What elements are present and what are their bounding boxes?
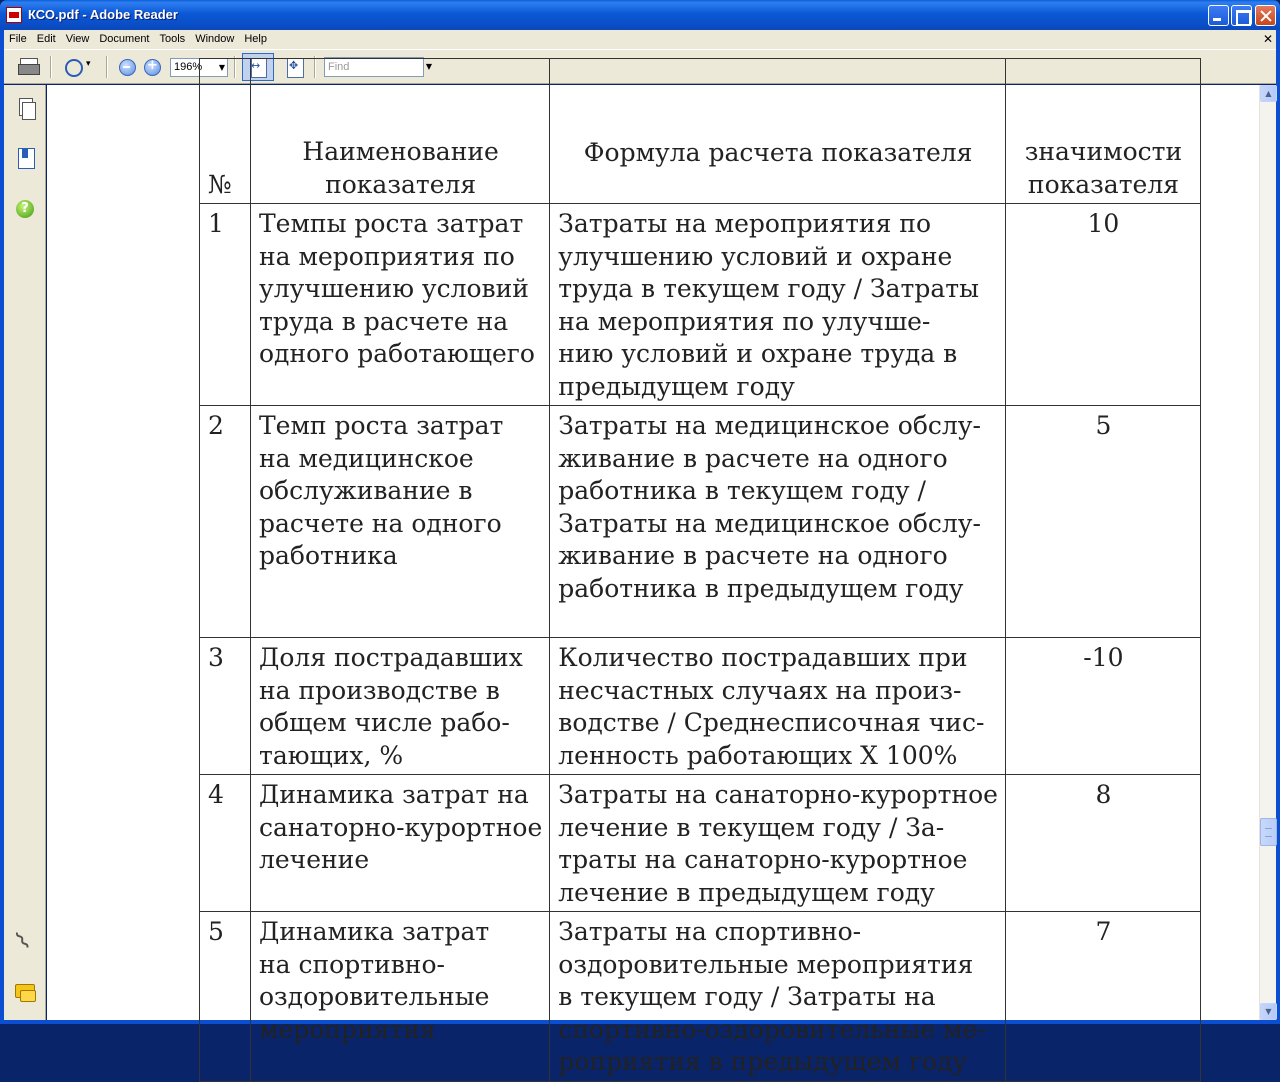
indicator-name: Динамика затрат на спортивно- оздоровительные мероприятия xyxy=(251,912,550,1082)
indicator-weight: -10 xyxy=(1005,638,1200,775)
menu-window[interactable]: Window xyxy=(195,33,235,45)
indicator-name: Темпы роста затрат на мероприятия по улучшению условий труда в расчете на одного работающего xyxy=(251,204,550,406)
pages-icon[interactable] xyxy=(15,98,35,120)
maximize-button[interactable] xyxy=(1231,5,1252,26)
bookmarks-icon[interactable] xyxy=(15,148,35,170)
table-row xyxy=(200,406,1201,638)
close-document-icon[interactable]: ✕ xyxy=(1262,32,1273,46)
indicator-weight: 5 xyxy=(1005,406,1200,638)
scroll-up-icon[interactable]: ▲ xyxy=(1260,85,1277,102)
indicator-formula: Затраты на спортивно- оздоровительные мероприятия в текущем году / Затраты на спортивно-оздоровительные ме- роприятия в предыдущем году xyxy=(550,912,1006,1082)
menu-edit[interactable]: Edit xyxy=(36,33,56,45)
header-formula: Формула расчета показателя xyxy=(550,59,1006,204)
minimize-button[interactable] xyxy=(1208,5,1229,26)
menu-help[interactable]: Help xyxy=(244,33,267,45)
table-row xyxy=(200,638,1201,775)
row-number: 4 xyxy=(200,775,251,912)
indicator-weight: 8 xyxy=(1005,775,1200,912)
menu-bar xyxy=(4,30,1276,49)
header-weight: значимости показателя xyxy=(1005,59,1200,204)
indicator-formula: Затраты на мероприятия по улучшению условий и охране труда в текущем году / Затраты на мероприятия по улучше- нию условий и охране труда в предыдущем году xyxy=(550,204,1006,406)
indicator-weight: 10 xyxy=(1005,204,1200,406)
toolbar-separator xyxy=(50,56,52,78)
scroll-down-icon[interactable]: ▼ xyxy=(1260,1003,1277,1020)
menu-tools[interactable]: Tools xyxy=(159,33,186,45)
row-number: 1 xyxy=(200,204,251,406)
search-icon[interactable] xyxy=(62,55,94,79)
close-button[interactable] xyxy=(1255,5,1276,26)
row-number: 2 xyxy=(200,406,251,638)
indicator-weight: 7 xyxy=(1005,912,1200,1082)
window-border-right xyxy=(1276,30,1280,1024)
table-row xyxy=(200,204,1201,406)
vertical-scrollbar[interactable] xyxy=(1259,85,1276,1020)
indicator-formula: Затраты на санаторно-курортное лечение в текущем году / За- траты на санаторно-курортное лечение в предыдущем году xyxy=(550,775,1006,912)
table-header-row xyxy=(200,59,1201,204)
pdf-file-icon xyxy=(6,7,22,23)
scroll-thumb[interactable] xyxy=(1260,818,1277,846)
find-input[interactable]: Find xyxy=(324,57,424,77)
menu-view[interactable]: View xyxy=(65,33,90,45)
zoom-in-icon[interactable] xyxy=(143,55,161,79)
zoom-level-input[interactable]: 196% xyxy=(170,58,228,77)
indicator-name: Темп роста затрат на медицинское обслуживание в расчете на одного работника xyxy=(251,406,550,638)
toolbar-separator xyxy=(106,56,108,78)
indicator-formula: Количество пострадавших при несчастных случаях на произ- водстве / Среднесписочная чис- ленность работающих X 100% xyxy=(550,638,1006,775)
zoom-dropdown-icon[interactable]: ▼ xyxy=(218,63,226,72)
navigation-pane xyxy=(4,85,46,1020)
table-row xyxy=(200,775,1201,912)
comments-icon[interactable] xyxy=(15,982,35,1004)
indicator-formula: Затраты на медицинское обслу- живание в расчете на одного работника в текущем году / Затраты на медицинское обслу- живание в расчете на одного работника в предыдущем году xyxy=(550,406,1006,638)
print-icon[interactable] xyxy=(16,55,42,79)
find-dropdown-icon[interactable]: ▼ xyxy=(425,62,433,71)
window-title: КСО.pdf - Adobe Reader xyxy=(28,7,178,22)
zoom-out-icon[interactable] xyxy=(118,55,136,79)
indicator-table xyxy=(199,58,1201,1082)
table-row xyxy=(200,912,1201,1082)
title-bar xyxy=(0,0,1280,30)
header-number: № xyxy=(200,59,251,204)
header-name: Наименование показателя xyxy=(251,59,550,204)
document-view[interactable] xyxy=(47,85,1259,1076)
indicator-name: Доля пострадавших на производстве в общем числе рабо- тающих, % xyxy=(251,638,550,775)
row-number: 5 xyxy=(200,912,251,1082)
menu-file[interactable]: File xyxy=(9,33,27,45)
row-number: 3 xyxy=(200,638,251,775)
menu-document[interactable]: Document xyxy=(99,33,150,45)
help-icon[interactable] xyxy=(15,199,35,221)
attachments-icon[interactable] xyxy=(15,931,35,953)
indicator-name: Динамика затрат на санаторно-курортное лечение xyxy=(251,775,550,912)
